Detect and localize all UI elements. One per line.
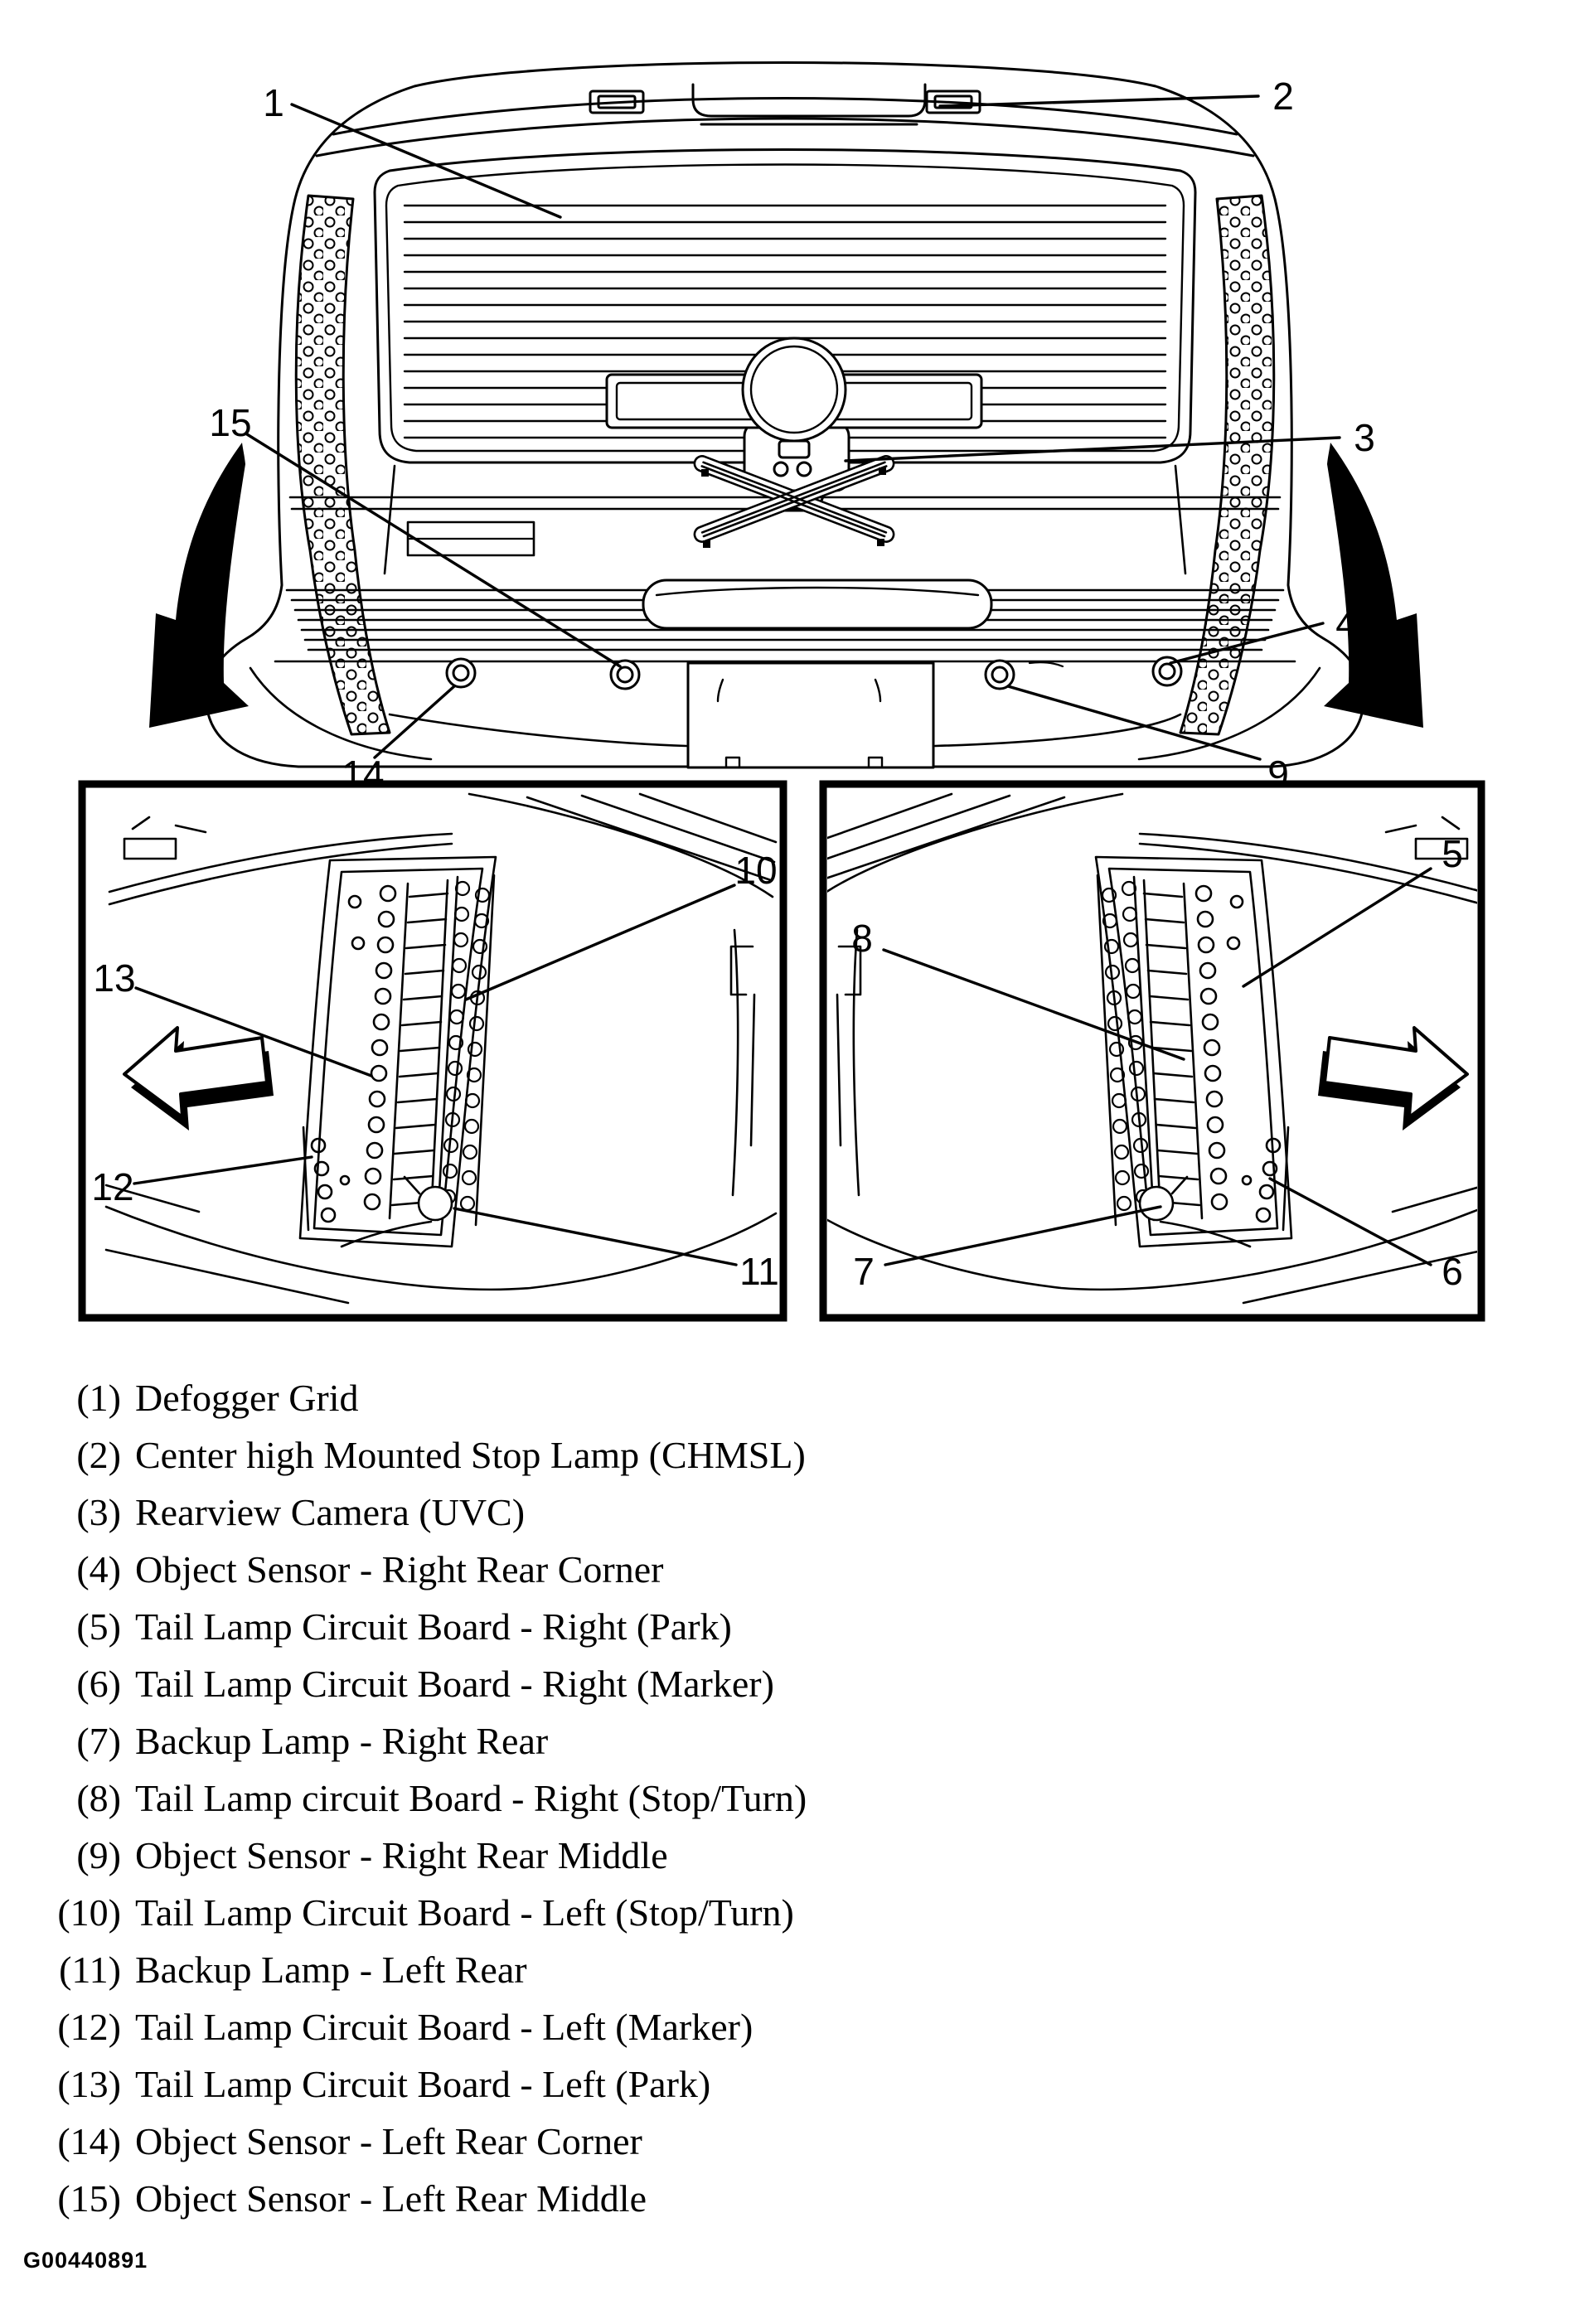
leader-2 bbox=[940, 96, 1258, 106]
legend-item-15 bbox=[28, 2170, 807, 2227]
legend-label: Tail Lamp circuit Board - Right (Stop/Turn) bbox=[135, 1777, 807, 1819]
figure-code: G00440891 bbox=[23, 2248, 148, 2273]
legend-item-14 bbox=[28, 2113, 807, 2170]
legend-label: Object Sensor - Right Rear Corner bbox=[135, 1548, 664, 1590]
tailgate-handle bbox=[643, 580, 991, 628]
callout-14: 14 bbox=[342, 753, 385, 796]
curved-arrow-left-icon bbox=[149, 443, 249, 728]
legend-item-6 bbox=[28, 1655, 807, 1712]
legend-item-3 bbox=[28, 1484, 807, 1541]
legend-label: Tail Lamp Circuit Board - Left (Stop/Turn) bbox=[135, 1891, 794, 1934]
leader-7 bbox=[885, 1207, 1161, 1265]
leader-12 bbox=[134, 1157, 312, 1184]
object-sensor-right-middle bbox=[986, 661, 1014, 689]
legend-item-11 bbox=[28, 1941, 807, 1998]
legend-label: Backup Lamp - Right Rear bbox=[135, 1720, 549, 1762]
legend-num: (12) bbox=[57, 2006, 121, 2048]
roofline bbox=[317, 99, 1253, 157]
callout-13: 13 bbox=[93, 956, 136, 1000]
legend-item-9 bbox=[28, 1827, 807, 1884]
legend-label: Center high Mounted Stop Lamp (CHMSL) bbox=[135, 1434, 806, 1476]
legend-num: (14) bbox=[57, 2120, 121, 2162]
callout-4: 4 bbox=[1335, 602, 1357, 645]
license-plate-pocket bbox=[688, 663, 933, 767]
legend-num: (15) bbox=[57, 2177, 121, 2220]
legend-item-13 bbox=[28, 2055, 807, 2113]
legend-num: (13) bbox=[57, 2063, 121, 2105]
vehicle-rear-view bbox=[149, 63, 1423, 768]
legend-label: Tail Lamp Circuit Board - Left (Park) bbox=[135, 2063, 711, 2105]
legend-item-2 bbox=[28, 1426, 807, 1484]
legend-item-7 bbox=[28, 1712, 807, 1770]
callout-10: 10 bbox=[734, 849, 778, 892]
legend-num: (11) bbox=[59, 1949, 121, 1991]
legend-item-12 bbox=[28, 1998, 807, 2055]
legend-label: Rearview Camera (UVC) bbox=[135, 1491, 526, 1533]
legend-label: Object Sensor - Left Rear Corner bbox=[135, 2120, 642, 2162]
legend-num: (6) bbox=[76, 1663, 121, 1705]
legend-label: Tail Lamp Circuit Board - Right (Park) bbox=[135, 1605, 732, 1648]
legend-num: (1) bbox=[76, 1377, 121, 1419]
legend-item-10 bbox=[28, 1884, 807, 1941]
callout-6: 6 bbox=[1442, 1250, 1463, 1293]
left-tail-lamp-detail bbox=[106, 794, 776, 1303]
emblem-bar bbox=[607, 338, 981, 458]
legend-item-5 bbox=[28, 1598, 807, 1655]
legend-label: Defogger Grid bbox=[135, 1377, 359, 1419]
callout-2: 2 bbox=[1272, 75, 1294, 118]
callout-12: 12 bbox=[91, 1165, 134, 1208]
leader-5 bbox=[1243, 869, 1431, 986]
callout-1: 1 bbox=[263, 81, 284, 124]
leader-10 bbox=[466, 885, 734, 1000]
legend-num: (9) bbox=[76, 1834, 121, 1876]
component-legend bbox=[28, 1369, 807, 2227]
legend-item-4 bbox=[28, 1541, 807, 1598]
legend-num: (10) bbox=[57, 1891, 121, 1934]
legend-item-1 bbox=[28, 1369, 807, 1426]
legend-num: (7) bbox=[76, 1720, 121, 1762]
legend-label: Object Sensor - Right Rear Middle bbox=[135, 1834, 668, 1876]
leader-11 bbox=[454, 1208, 736, 1265]
legend-num: (3) bbox=[76, 1491, 121, 1533]
callout-8: 8 bbox=[851, 917, 873, 960]
legend-num: (2) bbox=[76, 1434, 121, 1476]
legend-label: Tail Lamp Circuit Board - Left (Marker) bbox=[135, 2006, 754, 2048]
callout-9: 9 bbox=[1267, 753, 1289, 796]
legend-label: Backup Lamp - Left Rear bbox=[135, 1949, 527, 1991]
callout-11: 11 bbox=[739, 1250, 779, 1293]
legend-label: Tail Lamp Circuit Board - Right (Marker) bbox=[135, 1663, 774, 1705]
object-sensor-left-corner bbox=[447, 659, 475, 687]
legend-num: (8) bbox=[76, 1777, 121, 1819]
legend-label: Object Sensor - Left Rear Middle bbox=[135, 2177, 647, 2220]
legend-num: (4) bbox=[76, 1548, 121, 1590]
callout-7: 7 bbox=[853, 1250, 875, 1293]
callout-5: 5 bbox=[1442, 832, 1463, 875]
legend-item-8 bbox=[28, 1770, 807, 1827]
leader-15 bbox=[247, 434, 620, 666]
curved-arrow-right-icon bbox=[1324, 443, 1423, 728]
callout-3: 3 bbox=[1354, 416, 1375, 459]
legend-num: (5) bbox=[76, 1605, 121, 1648]
callout-15: 15 bbox=[209, 401, 252, 444]
